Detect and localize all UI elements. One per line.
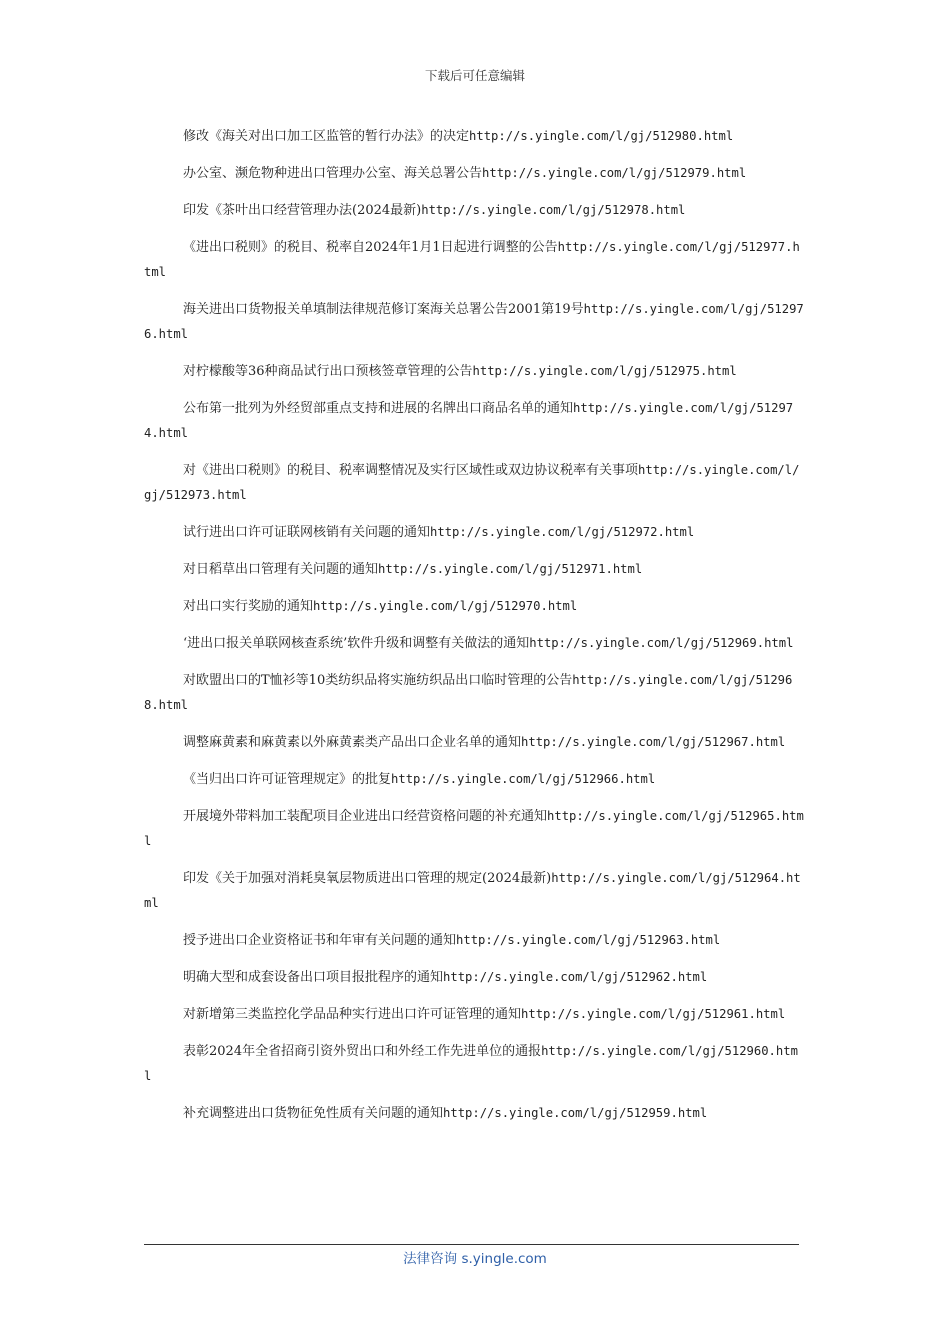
entry-link[interactable]: http://s.yingle.com/l/gj/512969.html [529,636,794,650]
entry-link[interactable]: http://s.yingle.com/l/gj/512974.html [144,401,794,440]
entry-link[interactable]: http://s.yingle.com/l/gj/512972.html [430,525,695,539]
entry-title: ‘进出口报关单联网核查系统’软件升级和调整有关做法的通知 [183,636,530,651]
entry-link[interactable]: http://s.yingle.com/l/gj/512966.html [391,772,656,786]
list-item [144,124,804,149]
entry-title: 调整麻黄素和麻黄素以外麻黄素类产品出口企业名单的通知 [183,735,522,750]
entry-title: 试行进出口许可证联网核销有关问题的通知 [183,525,431,540]
list-item [144,161,804,186]
list-item [144,804,804,854]
entry-title: 对欧盟出口的T恤衫等10类纺织品将实施纺织品出口临时管理的公告 [183,673,573,688]
entry-title: 印发《茶叶出口经营管理办法(2024最新) [183,203,422,218]
list-item [144,866,804,916]
list-item [144,668,804,718]
list-item [144,1039,804,1089]
footer-divider [144,1244,799,1245]
list-item [144,594,804,619]
entry-title: 对《进出口税则》的税目、税率调整情况及实行区域性或双边协议税率有关事项 [183,463,639,478]
page-header: 下载后可任意编辑 [424,68,525,83]
entry-link[interactable]: http://s.yingle.com/l/gj/512965.html [144,809,804,848]
entry-link[interactable]: http://s.yingle.com/l/gj/512968.html [144,673,793,712]
entry-link[interactable]: http://s.yingle.com/l/gj/512960.html [144,1044,798,1083]
entry-title: 补充调整进出口货物征免性质有关问题的通知 [183,1106,444,1121]
entry-title: 海关进出口货物报关单填制法律规范修订案海关总署公告2001第19号 [183,302,584,317]
list-item [144,396,804,446]
entry-title: 修改《海关对出口加工区监管的暂行办法》的决定 [183,129,470,144]
entry-link[interactable]: http://s.yingle.com/l/gj/512973.html [144,463,800,502]
entry-link[interactable]: http://s.yingle.com/l/gj/512971.html [378,562,643,576]
entry-link[interactable]: http://s.yingle.com/l/gj/512976.html [144,302,804,341]
entry-link[interactable]: http://s.yingle.com/l/gj/512967.html [521,735,786,749]
list-item [144,1002,804,1027]
document-body [144,124,804,1138]
entry-link[interactable]: http://s.yingle.com/l/gj/512970.html [313,599,578,613]
entry-title: 印发《关于加强对消耗臭氧层物质进出口管理的规定(2024最新) [183,871,552,886]
entry-title: 《进出口税则》的税目、税率自2024年1月1日起进行调整的公告 [183,240,558,255]
list-item [144,1101,804,1126]
entry-title: 对柠檬酸等36种商品试行出口预核签章管理的公告 [183,364,473,379]
footer-link[interactable]: 法律咨询 s.yingle.com [403,1251,547,1267]
entry-title: 明确大型和成套设备出口项目报批程序的通知 [183,970,444,985]
list-item [144,631,804,656]
entry-link[interactable]: http://s.yingle.com/l/gj/512963.html [456,933,721,947]
list-item [144,730,804,755]
entry-link[interactable]: http://s.yingle.com/l/gj/512980.html [469,129,734,143]
list-item [144,198,804,223]
entry-title: 办公室、濒危物种进出口管理办公室、海关总署公告 [183,166,483,181]
entry-link[interactable]: http://s.yingle.com/l/gj/512978.html [421,203,686,217]
list-item [144,359,804,384]
entry-link[interactable]: http://s.yingle.com/l/gj/512962.html [443,970,708,984]
entry-title: 开展境外带料加工装配项目企业进出口经营资格问题的补充通知 [183,809,548,824]
list-item [144,235,804,285]
entry-link[interactable]: http://s.yingle.com/l/gj/512959.html [443,1106,708,1120]
entry-link[interactable]: http://s.yingle.com/l/gj/512975.html [472,364,737,378]
entry-link[interactable]: http://s.yingle.com/l/gj/512964.html [144,871,801,910]
list-item [144,458,804,508]
list-item [144,928,804,953]
list-item [144,965,804,990]
entry-title: 公布第一批列为外经贸部重点支持和进展的名牌出口商品名单的通知 [183,401,574,416]
entry-link[interactable]: http://s.yingle.com/l/gj/512979.html [482,166,747,180]
entry-link[interactable]: http://s.yingle.com/l/gj/512977.html [144,240,800,279]
entry-title: 表彰2024年全省招商引资外贸出口和外经工作先进单位的通报 [183,1044,542,1059]
entry-link[interactable]: http://s.yingle.com/l/gj/512961.html [521,1007,786,1021]
entry-title: 《当归出口许可证管理规定》的批复 [183,772,392,787]
entry-title: 对新增第三类监控化学品品种实行进出口许可证管理的通知 [183,1007,522,1022]
entry-title: 对日稻草出口管理有关问题的通知 [183,562,379,577]
list-item [144,557,804,582]
list-item [144,520,804,545]
list-item [144,297,804,347]
entry-title: 对出口实行奖励的通知 [183,599,314,614]
entry-title: 授予进出口企业资格证书和年审有关问题的通知 [183,933,457,948]
list-item [144,767,804,792]
